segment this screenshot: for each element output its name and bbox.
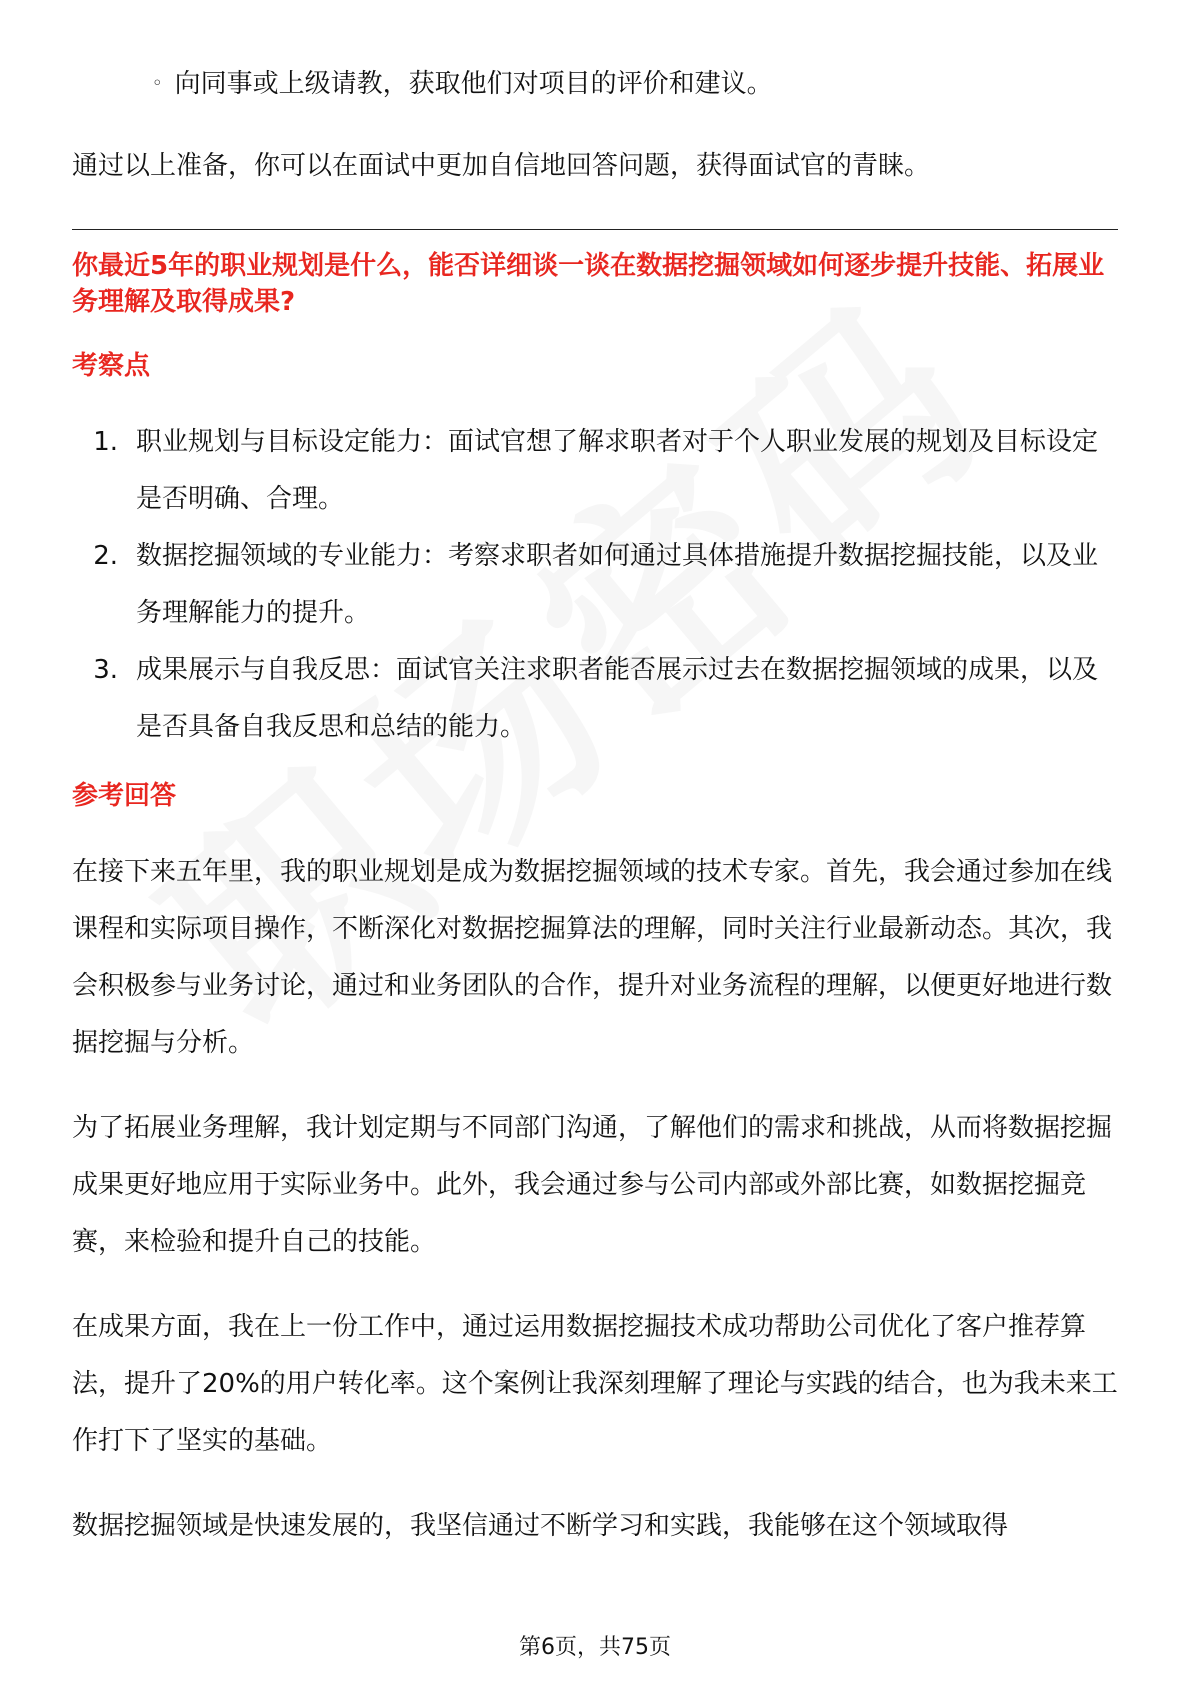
- list-number: 1.: [93, 427, 118, 457]
- list-text: 职业规划与目标设定能力：面试官想了解求职者对于个人职业发展的规划及目标设定是否明确、合理。: [136, 427, 1099, 514]
- interview-question: 你最近5年的职业规划是什么，能否详细谈一谈在数据挖掘领域如何逐步提升技能、拓展业务理解及取得成果?: [72, 251, 1105, 317]
- points-heading: 考察点: [72, 351, 151, 381]
- list-text: 数据挖掘领域的专业能力：考察求职者如何通过具体措施提升数据挖掘技能，以及业务理解能力的提升。: [136, 541, 1099, 628]
- hollow-bullet-icon: ◦: [152, 73, 163, 94]
- list-item: [72, 414, 1118, 528]
- answer-paragraph: 在接下来五年里，我的职业规划是成为数据挖掘领域的技术专家。首先，我会通过参加在线课程和实际项目操作，不断深化对数据挖掘算法的理解，同时关注行业最新动态。其次，我会积极参与业务讨论，通过和业务团队的合作，提升对业务流程的理解，以便更好地进行数据挖掘与分析。: [72, 857, 1113, 1058]
- section-divider: [72, 229, 1118, 230]
- answer-heading: 参考回答: [72, 781, 177, 811]
- answer-paragraph: 数据挖掘领域是快速发展的，我坚信通过不断学习和实践，我能够在这个领域取得: [72, 1511, 1009, 1541]
- answer-paragraph: 在成果方面，我在上一份工作中，通过运用数据挖掘技术成功帮助公司优化了客户推荐算法，提升了20%的用户转化率。这个案例让我深刻理解了理论与实践的结合，也为我未来工作打下了坚实的基础。: [72, 1312, 1118, 1456]
- list-item: [72, 642, 1118, 756]
- list-item: [72, 528, 1118, 642]
- points-list: [72, 414, 1118, 756]
- page-content: [72, 58, 1118, 1583]
- list-text: 成果展示与自我反思：面试官关注求职者能否展示过去在数据挖掘领域的成果，以及是否具备自我反思和总结的能力。: [136, 655, 1099, 742]
- list-number: 2.: [93, 541, 118, 571]
- sub-bullet-text: 向同事或上级请教，获取他们对项目的评价和建议。: [174, 69, 773, 99]
- answer-paragraph: 为了拓展业务理解，我计划定期与不同部门沟通，了解他们的需求和挑战，从而将数据挖掘成果更好地应用于实际业务中。此外，我会通过参与公司内部或外部比赛，如数据挖掘竞赛，来检验和提升自己的技能。: [72, 1113, 1113, 1257]
- summary-paragraph: 通过以上准备，你可以在面试中更加自信地回答问题，获得面试官的青睐。: [72, 151, 931, 181]
- page-number: 第6页，共75页: [519, 1635, 671, 1660]
- list-number: 3.: [93, 655, 118, 685]
- sub-bullet-item: [152, 58, 1118, 110]
